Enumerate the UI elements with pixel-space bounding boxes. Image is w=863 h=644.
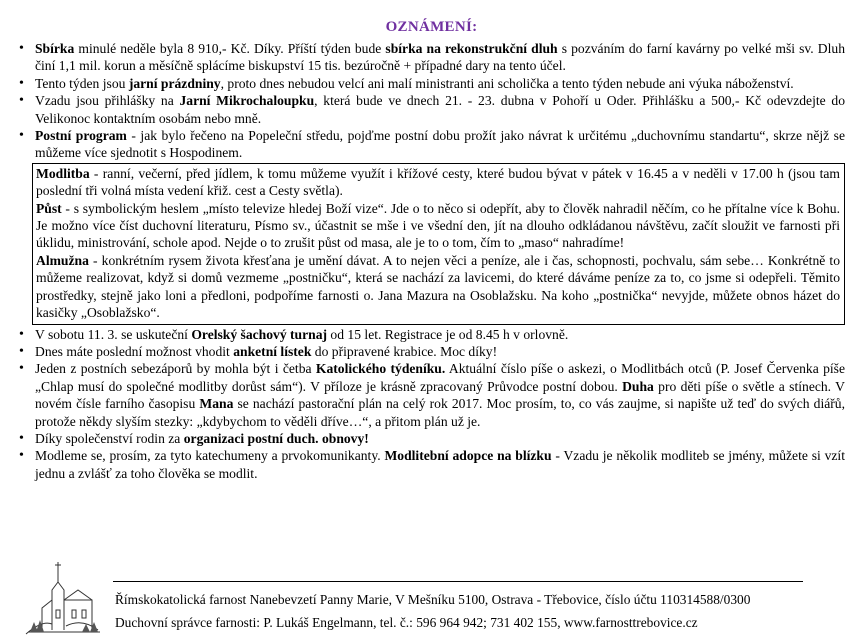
bold-text: jarní prázdniny xyxy=(128,75,221,91)
list-item-postni-program xyxy=(19,127,845,162)
paragraph-text: - ranní, večerní, před jídlem, k tomu můžeme využít i křížové cesty, které budou bývat v pátek v 16.45 a v neděli v 17.00 h (jsou tam poslední tři volná místa vedení křiž. cest a Cesty světla). xyxy=(36,165,840,199)
bold-text: organizaci postní duch. obnovy! xyxy=(183,430,369,446)
item-text: s pozváním do farní kavárny po velké mši sv. Dluh činí 1,1 mil. korun a měsíčně splácíme biskupství 15 tis. bezúročně + případné dary na tento účel. xyxy=(35,41,845,74)
list-item-mikrochaloupka xyxy=(19,92,845,127)
item-text: se nachází pastorační plán na celý rok 2017. Moc prosím, to, co vás zaujme, si napište už teď do svých diářů, protože někdy slyším stezky: „kdybychom to věděli dříve…“, a přitom plán už je. xyxy=(35,396,845,429)
paragraph-text: - konkrétním rysem života křesťana je umění dávat. A to nejen věci a peníze, ale i čas, schopnosti, pochvalu, sám sebe… Konkrétně to můžeme realizovat, když si domů vezmeme „postničku“, která se nachází za lavicemi, do které dáváme peníze za to, co jsme si odepřeli. Těmito prostředky, stejně jako loni a předloni, podpoříme farnosti o. Jana Mazura na Osoblažsku. Na koho „postnička“ nevyjde, můžete obnos házet do kasičky „Osoblažsko“. xyxy=(36,252,840,321)
item-text: minulé neděle byla 8 910,- Kč. Díky. Příští týden bude xyxy=(74,41,386,56)
list-item-anketa xyxy=(19,343,845,360)
item-text: , která bude ve dnech 21. - 23. dubna v Pohoří u Oder. Přihlášku a 500,- Kč odevzdejte do Velikonoc kontaktním osobám nebo mně. xyxy=(35,93,845,126)
box-paragraph-modlitba xyxy=(36,165,840,200)
item-text: Díky společenství rodin za xyxy=(35,430,184,446)
item-text: do připravené krabice. Moc díky! xyxy=(311,343,498,359)
box-paragraph-almuzna xyxy=(36,252,840,322)
bold-text: Sbírka xyxy=(35,41,75,56)
bold-text: Modlitební adopce na blízku xyxy=(384,448,552,464)
footer-divider xyxy=(113,581,803,582)
item-text: Vzadu jsou přihlášky na xyxy=(35,93,180,109)
footer-parish-address: Římskokatolická farnost Nanebevzetí Panny Marie, V Mešníku 5100, Ostrava - Třebovice, číslo účtu 110314588/0300 xyxy=(115,592,751,607)
item-text: od 15 let. Registrace je od 8.45 h v orlovně. xyxy=(327,326,569,342)
bold-text: Almužna xyxy=(36,252,89,268)
bold-text: Postní program xyxy=(35,128,127,144)
item-text: Tento týden jsou xyxy=(35,75,129,91)
footer-contact: Duchovní správce farnosti: P. Lukáš Engelmann, tel. č.: 596 964 942; 731 402 155, www.farnosttrebovice.cz xyxy=(115,615,698,630)
announcement-list xyxy=(19,40,845,482)
list-item-tydenik xyxy=(19,360,845,430)
bold-text: Katolického týdeníku. xyxy=(315,361,446,377)
list-item-sbirka xyxy=(19,40,845,75)
bold-text: sbírka na rekonstrukční dluh xyxy=(385,41,558,56)
bold-text: anketní lístek xyxy=(233,343,312,359)
bold-text: Duha xyxy=(622,378,654,394)
item-text: Modleme se, prosím, za tyto katechumeny a prvokomunikanty. xyxy=(35,448,385,464)
item-text: Aktuální číslo píše o askezi, o Modlitbách otců (P. Josef Červenka píše „Chlap musí do společné modlitby dorůst sám“). V příloze je krásně zpracovaný Průvodce postní dobou. xyxy=(35,361,845,394)
bold-text: Orelský šachový turnaj xyxy=(191,326,328,342)
box-paragraph-pust xyxy=(36,200,840,252)
list-item-prazdniny xyxy=(19,75,845,92)
item-text: , proto dnes nebudou velcí ani malí ministranti ani scholička a tento týden nebude ani výuka náboženství. xyxy=(220,75,794,91)
item-text: - jak bylo řečeno na Popeleční středu, pojďme postní dobu prožít jako návrat k určitému „duchovnímu standartu“, skrze nějž se můžeme více sjednotit s Hospodinem. xyxy=(35,128,846,161)
list-item-modlitebni-adopce xyxy=(19,447,845,482)
bold-text: Jarní Mikrochaloupku xyxy=(179,93,315,109)
lent-program-box xyxy=(32,163,845,325)
item-text: Dnes máte poslední možnost vhodit xyxy=(35,343,234,359)
bold-text: Mana xyxy=(199,396,234,412)
bold-text: Půst xyxy=(36,200,62,216)
church-logo-icon xyxy=(22,560,102,636)
item-text: pro děti píše o světle a stínech. V novém čísle farního časopisu xyxy=(35,378,845,412)
bold-text: Modlitba xyxy=(36,165,90,181)
item-text: V sobotu 11. 3. se uskuteční xyxy=(35,326,192,342)
list-item-turnaj xyxy=(19,326,845,343)
paragraph-text: - s symbolickým heslem „místo televize hledej Boží vize“. Jde o to něco si odepřít, aby to člověk nahradil něčím, co he přítalne více k Bohu. Je možno více číst duchovní literaturu, Písmo sv., účastnit se mše i ve všední den, jít na dlouho odkládanou návštěvu, začít sloužit ve farnosti při úklidu, ministrování, schole apod. Nejde o to zrušit půst od masa, ale je to o tom, čím to „maso“ nahradíme! xyxy=(36,200,840,251)
item-text: - Vzadu je několik modliteb se jmény, můžete si vzít jednu a zvlášť za toho člověka se modlit. xyxy=(35,448,845,481)
page-title: OZNÁMENÍ: xyxy=(385,19,478,35)
list-item-obnova xyxy=(19,430,845,447)
item-text: Jeden z postních sebezáporů by mohla být i četba xyxy=(35,361,316,377)
